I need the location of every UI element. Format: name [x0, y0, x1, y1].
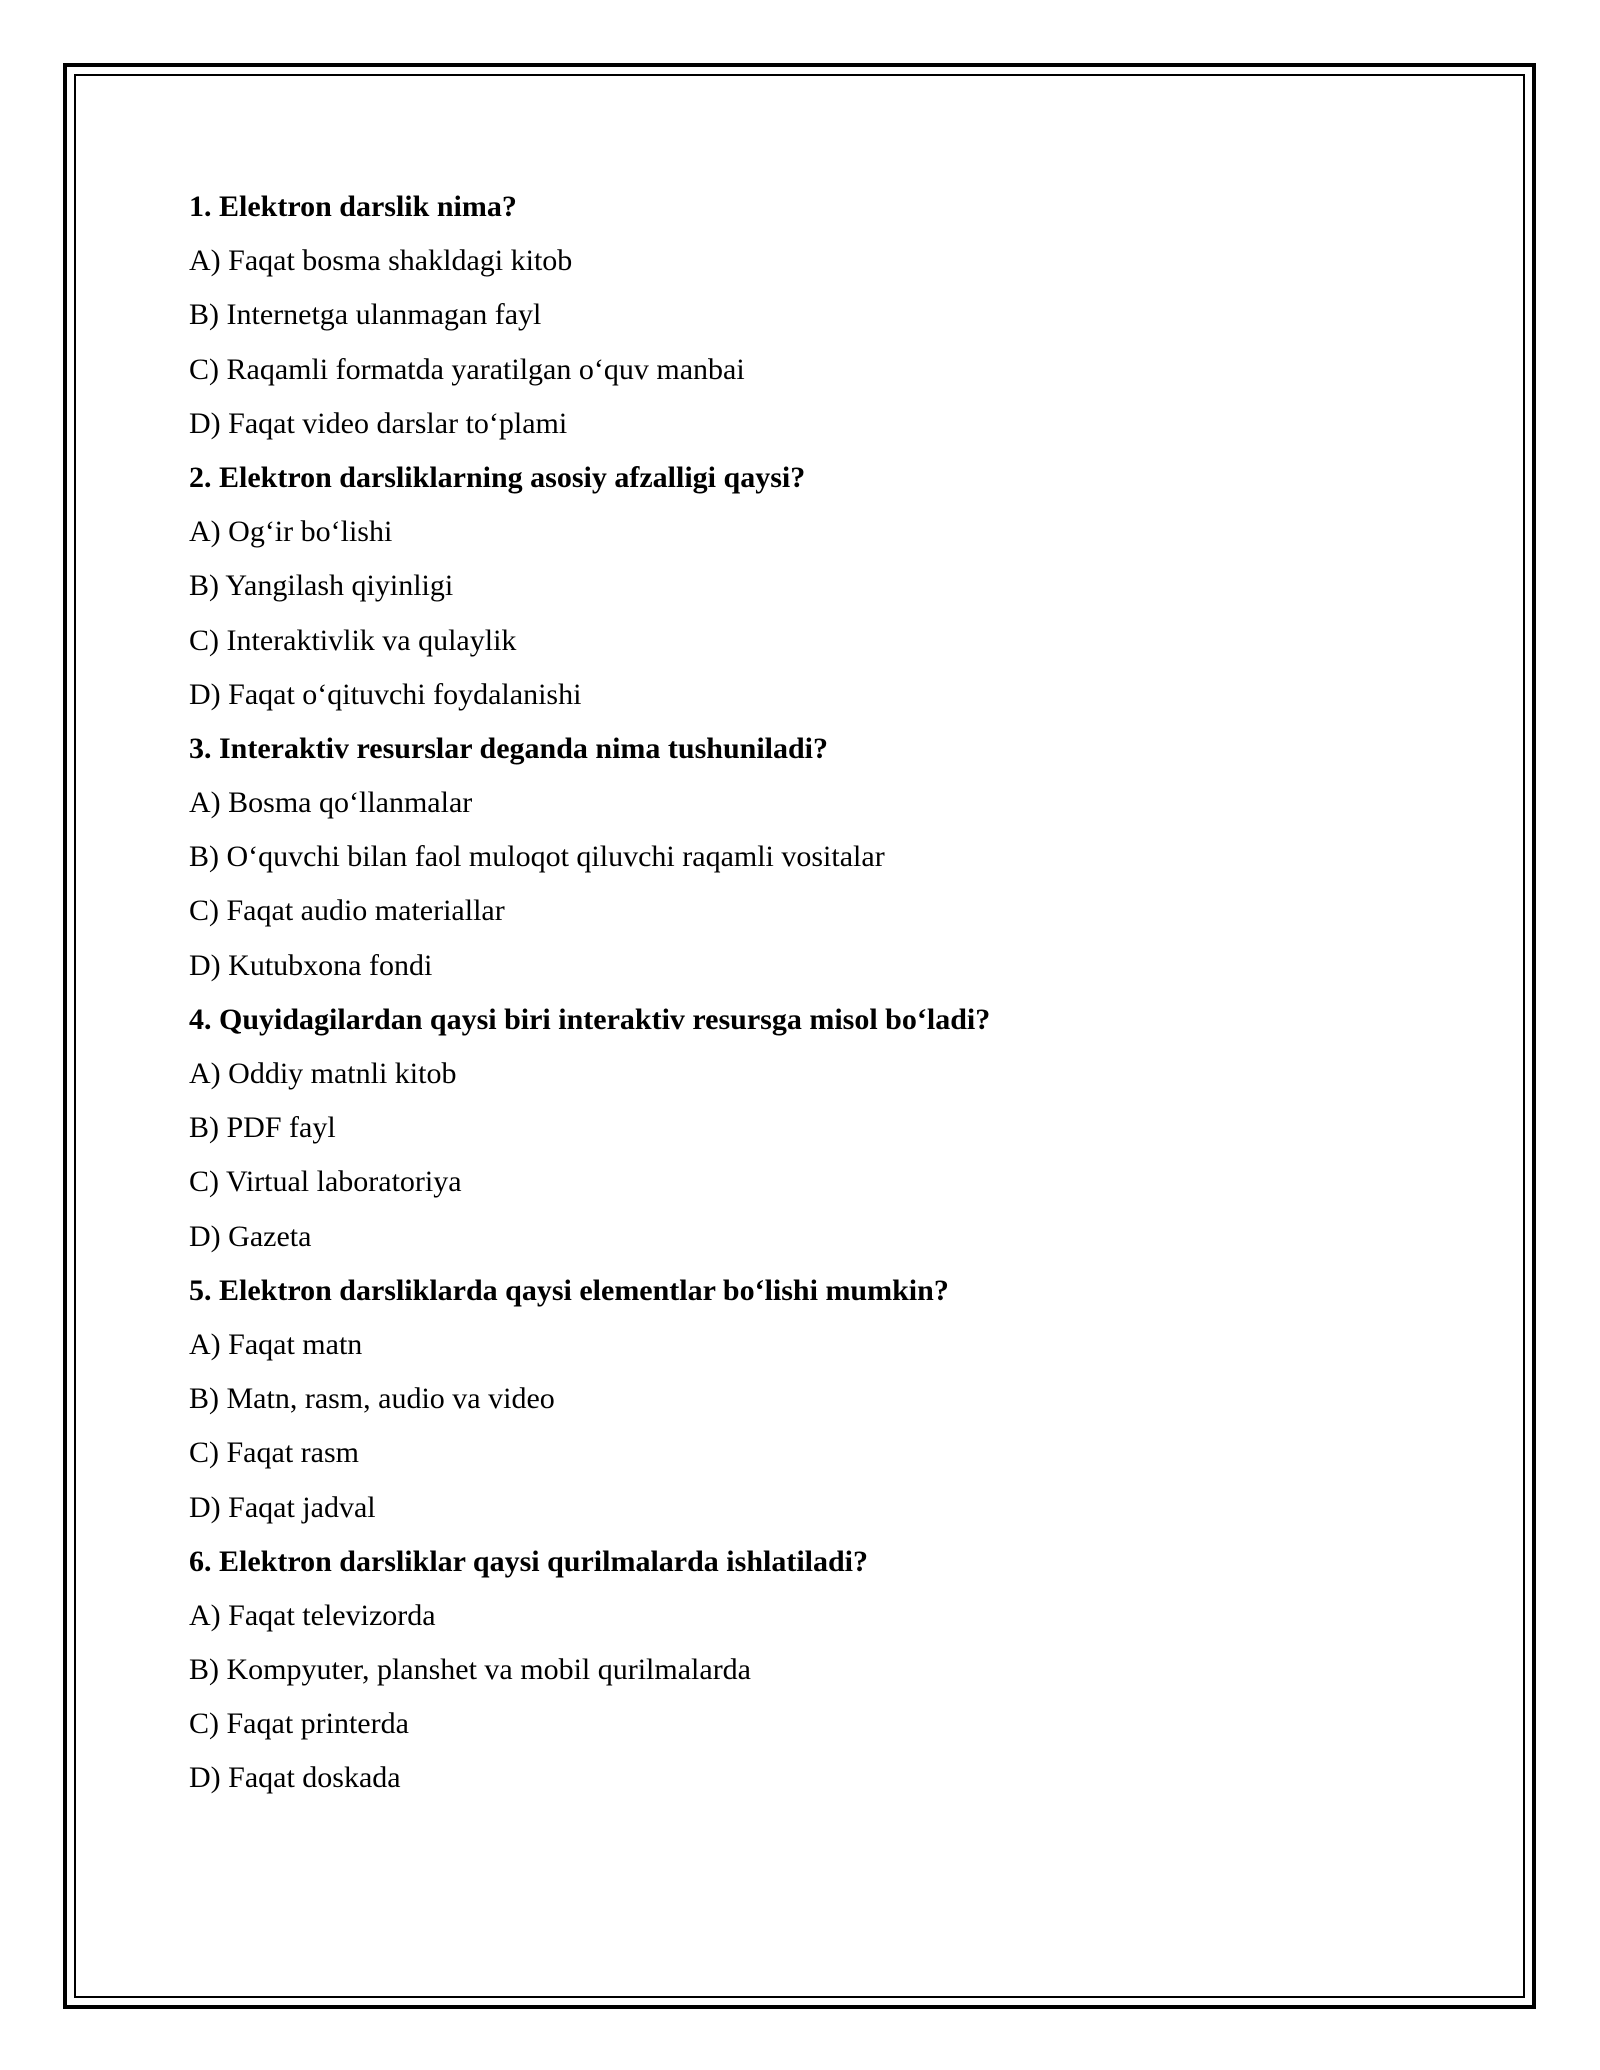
question-title: 6. Elektron darsliklar qaysi qurilmalarda ishlatiladi? [189, 1544, 869, 1578]
question-block-5 [189, 1264, 1449, 1535]
question-title: 2. Elektron darsliklarning asosiy afzalligi qaysi? [189, 460, 806, 494]
question-block-2 [189, 451, 1449, 722]
answer-option-a: A) Og‘ir bo‘lishi [189, 515, 393, 549]
quiz-content [189, 180, 1449, 1806]
answer-option-a: A) Faqat bosma shakldagi kitob [189, 244, 573, 278]
answer-option-b: B) Matn, rasm, audio va video [189, 1382, 555, 1416]
question-block-6 [189, 1535, 1449, 1806]
question-title: 5. Elektron darsliklarda qaysi elementlar bo‘lishi mumkin? [189, 1273, 949, 1307]
question-title: 3. Interaktiv resurslar deganda nima tushuniladi? [189, 731, 829, 765]
answer-option-c: C) Faqat rasm [189, 1436, 359, 1470]
question-title: 1. Elektron darslik nima? [189, 190, 517, 223]
answer-option-b: B) PDF fayl [189, 1111, 336, 1145]
answer-option-b: B) Yangilash qiyinligi [189, 569, 454, 603]
answer-option-d: D) Gazeta [189, 1219, 312, 1253]
question-block-4 [189, 993, 1449, 1264]
answer-option-a: A) Faqat matn [189, 1327, 363, 1361]
answer-option-b: B) O‘quvchi bilan faol muloqot qiluvchi raqamli vositalar [189, 840, 885, 874]
answer-option-d: D) Kutubxona fondi [189, 948, 433, 982]
answer-option-b: B) Internetga ulanmagan fayl [189, 298, 542, 332]
answer-option-d: D) Faqat video darslar to‘plami [189, 406, 568, 440]
answer-option-a: A) Faqat televizorda [189, 1598, 436, 1632]
answer-option-a: A) Bosma qo‘llanmalar [189, 786, 473, 820]
answer-option-d: D) Faqat o‘qituvchi foydalanishi [189, 677, 582, 711]
answer-option-b: B) Kompyuter, planshet va mobil qurilmalarda [189, 1653, 752, 1687]
answer-option-a: A) Oddiy matnli kitob [189, 1057, 457, 1090]
answer-option-c: C) Faqat audio materiallar [189, 894, 505, 928]
question-title: 4. Quyidagilardan qaysi biri interaktiv resursga misol bo‘ladi? [189, 1002, 991, 1036]
answer-option-d: D) Faqat jadval [189, 1490, 376, 1524]
answer-option-d: D) Faqat doskada [189, 1761, 401, 1795]
question-block-1 [189, 180, 1449, 451]
answer-option-c: C) Faqat printerda [189, 1707, 409, 1741]
question-block-3 [189, 722, 1449, 993]
answer-option-c: C) Interaktivlik va qulaylik [189, 623, 517, 657]
answer-option-c: C) Raqamli formatda yaratilgan o‘quv manbai [189, 352, 745, 386]
answer-option-c: C) Virtual laboratoriya [189, 1165, 462, 1199]
